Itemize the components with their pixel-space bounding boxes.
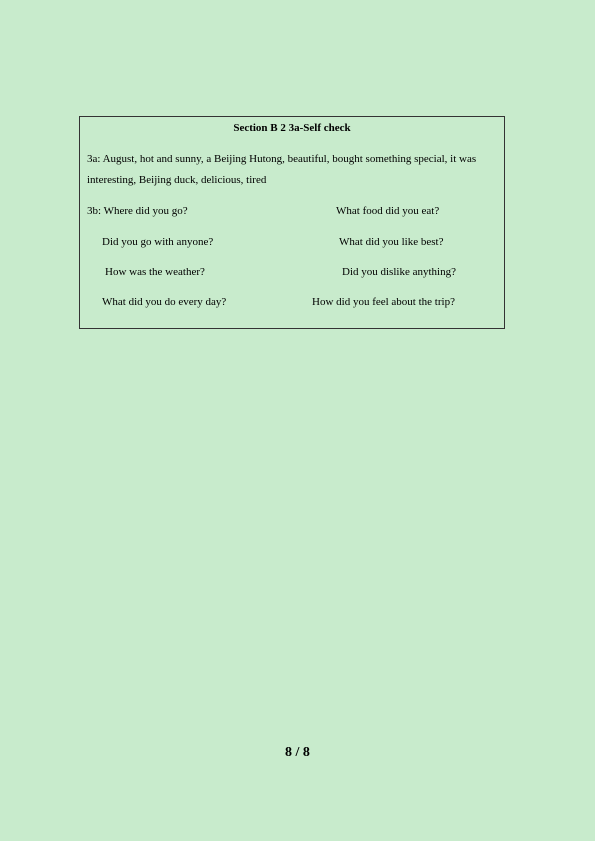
page-number: 8 / 8	[285, 745, 310, 760]
item-3a-text: 3a: August, hot and sunny, a Beijing Hutong, beautiful, bought something special, it was interesting, Beijing duck, delicious, tired	[87, 153, 477, 186]
question-like-best: What did you like best?	[339, 236, 444, 248]
self-check-box	[79, 116, 505, 329]
question-feel-trip: How did you feel about the trip?	[312, 296, 455, 308]
question-with-anyone: Did you go with anyone?	[102, 236, 214, 248]
question-weather: How was the weather?	[105, 266, 205, 278]
question-every-day: What did you do every day?	[102, 296, 227, 308]
question-where: 3b: Where did you go?	[87, 205, 188, 217]
question-food: What food did you eat?	[336, 205, 440, 217]
section-title: Section B 2 3a-Self check	[233, 122, 351, 134]
question-dislike: Did you dislike anything?	[342, 266, 456, 278]
